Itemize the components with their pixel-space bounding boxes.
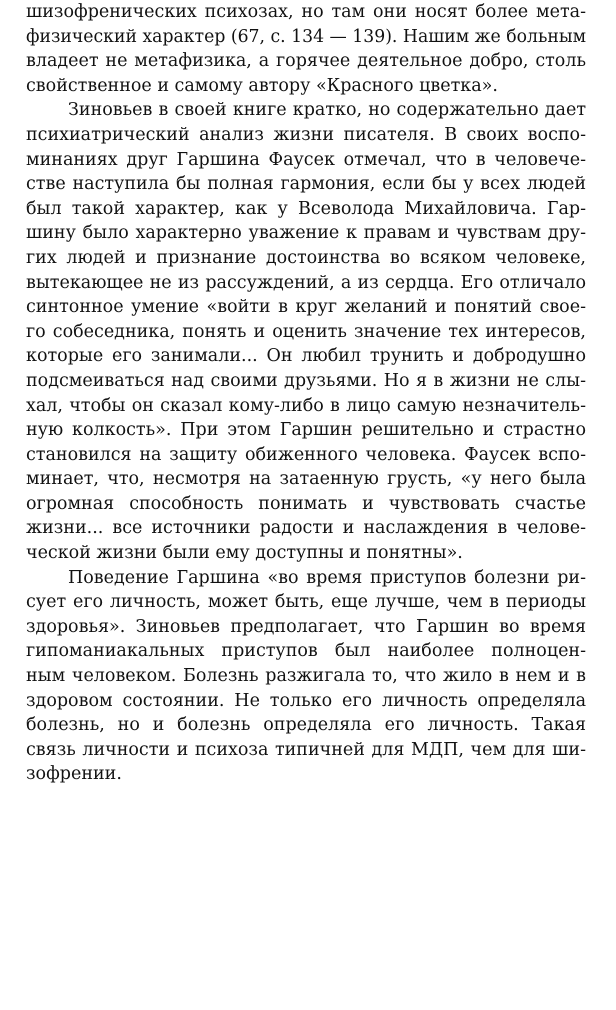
text-line: зофрении.	[26, 764, 122, 785]
text-line: ным человеком. Болезнь разжигала то, что жило в нем и в	[26, 666, 586, 687]
text-line: владеет не метафизика, а горячее деятельное добро, столь	[26, 51, 586, 72]
text-line: гипоманиакальных приступов был наиболее полноцен-	[26, 641, 586, 662]
text-line: становился на защиту обиженного человека. Фаусек вспо-	[26, 444, 586, 465]
text-line: здоровом состоянии. Не только его личность определяла	[26, 690, 586, 711]
paragraph-3	[26, 566, 586, 787]
text-line: вытекающее не из рассуждений, а из сердца. Его отличало	[26, 272, 586, 293]
text-line: синтонное умение «войти в круг желаний и понятий свое-	[26, 297, 586, 318]
text-line: минает, что, несмотря на затаенную грусть, «у него была	[26, 469, 586, 490]
text-line: сует его личность, может быть, еще лучше, чем в периоды	[26, 592, 586, 613]
text-line: подсмеиваться над своими друзьями. Но я в жизни не слы-	[26, 370, 586, 391]
page-text	[26, 0, 586, 787]
text-line: психиатрический анализ жизни писателя. В своих воспо-	[26, 124, 586, 145]
text-line: ческой жизни были ему доступны и понятны».	[26, 543, 463, 564]
text-line: жизни... все источники радости и наслаждения в челове-	[26, 518, 586, 539]
text-line: огромная способность понимать и чувствовать счастье	[26, 493, 586, 514]
paragraph-2	[26, 98, 586, 565]
text-line: Поведение Гаршина «во время приступов болезни ри-	[68, 567, 586, 588]
text-line: ную колкость». При этом Гаршин решительно и страстно	[26, 420, 586, 441]
text-line: гих людей и признание достоинства во всяком человеке,	[26, 247, 586, 268]
paragraph-1	[26, 0, 586, 98]
text-line: физический характер (67, с. 134 — 139). Нашим же больным	[26, 26, 586, 47]
text-line: минаниях друг Гаршина Фаусек отмечал, что в человече-	[26, 149, 586, 170]
text-line: был такой характер, как у Всеволода Михайловича. Гар-	[26, 198, 586, 219]
text-line: Зиновьев в своей книге кратко, но содержательно дает	[68, 100, 586, 121]
text-line: здоровья». Зиновьев предполагает, что Гаршин во время	[26, 616, 586, 637]
text-line: хал, чтобы он сказал кому-либо в лицо самую незначитель-	[26, 395, 586, 416]
text-line: свойственное и самому автору «Красного цветка».	[26, 75, 498, 96]
text-line: стве наступила бы полная гармония, если бы у всех людей	[26, 174, 586, 195]
text-line: шизофренических психозах, но там они носят более мета-	[26, 2, 586, 22]
text-line: связь личности и психоза типичней для МДП, чем для ши-	[26, 739, 586, 760]
text-line: которые его занимали... Он любил трунить и добродушно	[26, 346, 586, 367]
text-line: болезнь, но и болезнь определяла его личность. Такая	[26, 715, 586, 736]
text-line: шину было характерно уважение к правам и чувствам дру-	[26, 223, 586, 244]
text-line: го собеседника, понять и оценить значение тех интересов,	[26, 321, 586, 342]
